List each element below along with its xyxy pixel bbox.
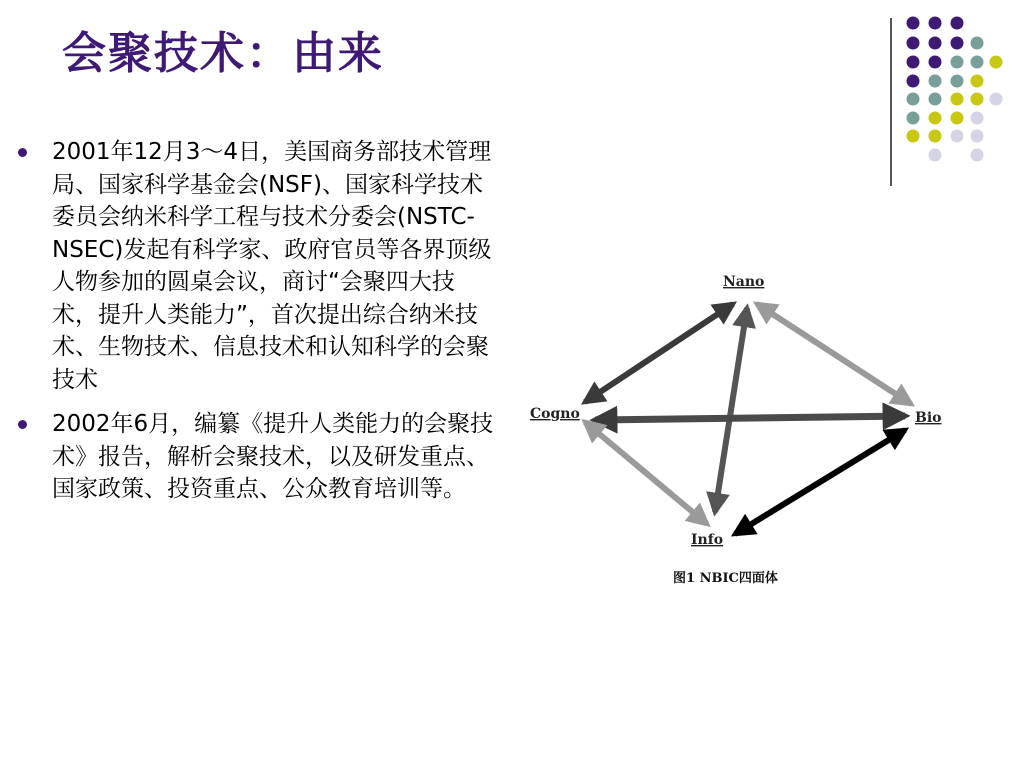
bullet-item <box>10 136 496 396</box>
dot <box>951 17 964 30</box>
dot <box>907 37 920 50</box>
node-label-nano: Nano <box>723 274 765 290</box>
dot <box>929 56 942 69</box>
dot <box>971 93 984 106</box>
edge-nano-cogno <box>585 304 733 402</box>
edge-bio-info <box>735 430 905 534</box>
dot <box>929 149 942 162</box>
bullet-text: 2002年6月，编纂《提升人类能力的会聚技术》报告，解析会聚技术，以及研发重点、国家政策、投资重点、公众教育培训等。 <box>52 411 494 502</box>
bullet-text: 2001年12月3～4日，美国商务部技术管理局、国家科学基金会(NSF)、国家科学技术委员会纳米科学工程与技术分委会(NSTC-NSEC)发起有科学家、政府官员等各界顶级人物参加的圆桌会议，商讨“会聚四大技术，提升人类能力”，首次提出综合纳米技术、生物技术、信息技术和认知科学的会聚技术 <box>52 139 492 393</box>
dot <box>951 37 964 50</box>
dot <box>907 56 920 69</box>
bullet-icon <box>18 148 27 157</box>
dot <box>971 130 984 143</box>
dot <box>971 112 984 125</box>
bullet-list <box>10 136 496 518</box>
edge-cogno-info <box>585 422 707 524</box>
diagram-caption: 图1 NBIC四面体 <box>673 571 778 586</box>
dot <box>907 75 920 88</box>
dot <box>990 93 1003 106</box>
dot <box>907 93 920 106</box>
dot <box>907 130 920 143</box>
dot <box>951 112 964 125</box>
dot <box>929 130 942 143</box>
bullet-icon <box>18 420 27 429</box>
dot <box>907 17 920 30</box>
dot <box>971 75 984 88</box>
dot <box>971 37 984 50</box>
node-label-info: Info <box>691 532 724 548</box>
slide-title: 会聚技术：由来 <box>62 28 384 79</box>
dot <box>951 56 964 69</box>
dot <box>907 112 920 125</box>
node-label-bio: Bio <box>915 410 942 426</box>
nbic-diagram <box>525 262 955 592</box>
bullet-item <box>10 408 496 506</box>
dot <box>929 17 942 30</box>
decorative-dot-grid <box>906 14 1016 164</box>
dot <box>951 93 964 106</box>
dot <box>971 56 984 69</box>
dot <box>929 37 942 50</box>
dot <box>929 112 942 125</box>
edge-nano-bio <box>757 304 911 404</box>
dot <box>951 130 964 143</box>
dot <box>929 93 942 106</box>
node-label-cogno: Cogno <box>530 406 580 422</box>
title-divider-line <box>890 18 892 186</box>
dot <box>929 75 942 88</box>
dot <box>951 75 964 88</box>
edge-nano-info <box>715 308 747 512</box>
dot <box>990 56 1003 69</box>
edge-cogno-bio <box>595 416 905 420</box>
dot <box>971 149 984 162</box>
